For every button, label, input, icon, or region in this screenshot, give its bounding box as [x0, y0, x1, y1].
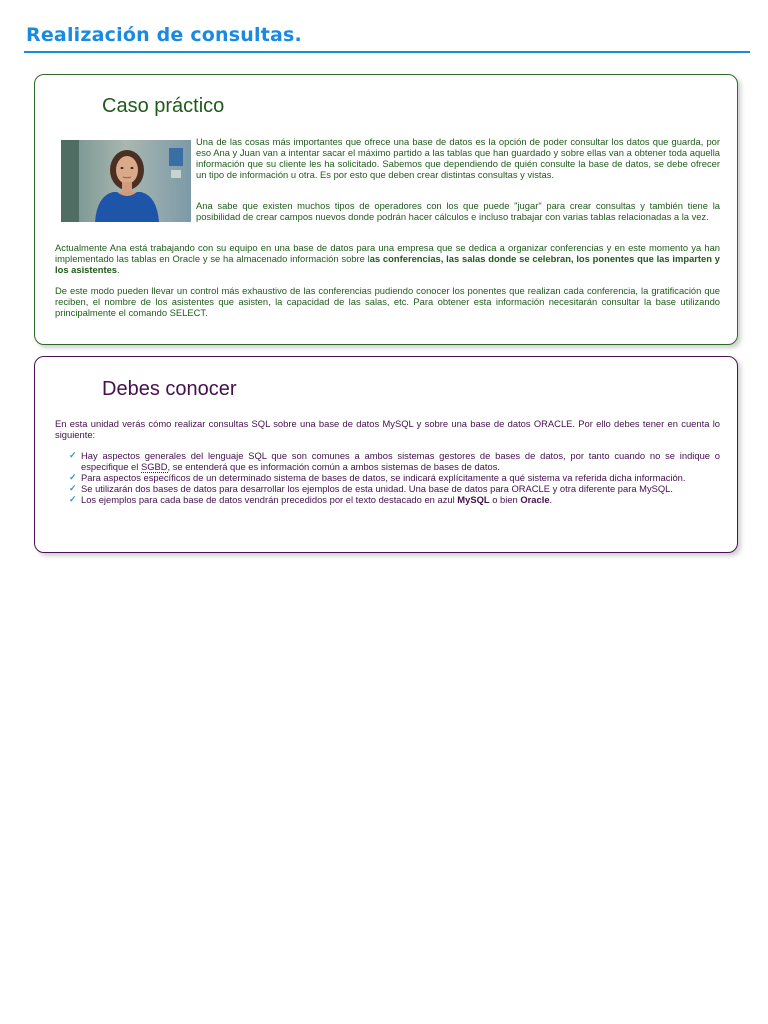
caso-paragraph-2: Ana sabe que existen muchos tipos de operadores con los que puede "jugar" para crear consultas y también tiene la posibilidad de crear campos nuevos donde podrán hacer cálculos e incluso trabajar con varias tablas relacionadas a la vez.	[196, 200, 720, 222]
checkmark-icon: ✓	[69, 483, 77, 493]
list-item	[69, 494, 720, 505]
checkmark-icon: ✓	[69, 450, 77, 460]
list-item-text: , se entenderá que es información común a ambos sistemas de bases de datos.	[167, 461, 500, 472]
debes-intro: En esta unidad verás cómo realizar consultas SQL sobre una base de datos MySQL y sobre una base de datos ORACLE. Por ello debes tener en cuenta lo siguiente:	[55, 418, 720, 440]
list-item-text: Hay aspectos generales del lenguaje SQL que son comunes a ambos sistemas gestores de bases de datos, por tanto cuando no se indique o especifique el	[81, 450, 720, 472]
list-item-text: .	[549, 494, 553, 505]
page-title: Realización de consultas.	[26, 24, 302, 46]
oracle-label: Oracle	[520, 494, 550, 505]
checkmark-icon: ✓	[69, 472, 77, 482]
woman-portrait-image	[61, 140, 191, 222]
list-item-text: Se utilizarán dos bases de datos para desarrollar los ejemplos de esta unidad. Una base de datos para ORACLE y otra diferente para MySQL.	[81, 483, 674, 494]
caso-paragraph-3	[55, 242, 720, 275]
title-underline	[24, 51, 750, 53]
checkmark-icon: ✓	[69, 494, 77, 504]
debes-conocer-heading: Debes conocer	[102, 378, 237, 400]
caso-practico-heading: Caso práctico	[102, 95, 225, 117]
caso-p3-text: Actualmente Ana está trabajando con su equipo en una base de datos para una empresa que se dedica a organizar conferencias y en este momento ya han implementado las tablas en Oracle y se ha almacenado información sobre l	[55, 242, 720, 264]
debes-conocer-box	[34, 356, 738, 553]
list-item	[69, 450, 720, 472]
caso-p3-end: .	[117, 264, 120, 275]
list-item	[69, 483, 720, 494]
list-item	[69, 472, 720, 483]
debes-list	[69, 450, 720, 505]
mysql-label: MySQL	[457, 494, 490, 505]
list-item-text: Los ejemplos para cada base de datos vendrán precedidos por el texto destacado en azul	[81, 494, 458, 505]
list-item-text: Para aspectos específicos de un determinado sistema de bases de datos, se indicará explícitamente a qué sistema va referida dicha información.	[81, 472, 686, 483]
caso-paragraph-4: De este modo pueden llevar un control más exhaustivo de las conferencias pudiendo conocer los ponentes que realizan cada conferencia, la gratificación que reciben, el nombre de los asistentes que asisten, la capacidad de las salas, etc. Para obtener esta información necesitarán consultar la base utilizando principalmente el comando SELECT.	[55, 285, 720, 318]
caso-practico-box	[34, 74, 738, 345]
sgbd-abbreviation[interactable]: SGBD	[140, 461, 168, 472]
caso-p3-bold: as conferencias, las salas donde se celebran, los ponentes que las imparten y los asistentes	[55, 253, 721, 275]
ana-photo	[61, 140, 191, 222]
list-item-text: o bien	[489, 494, 521, 505]
caso-paragraph-1: Una de las cosas más importantes que ofrece una base de datos es la opción de poder consultar los datos que guarda, por eso Ana y Juan van a intentar sacar el máximo partido a las tablas que han guardado y sobre ellas van a obtener toda aquella información que su cliente les ha solicitado. Sabemos que dependiendo de quién consulte la base de datos, se debe ofrecer un tipo de información u otra. Es por esto que deben crear distintas consultas y vistas.	[196, 136, 720, 180]
